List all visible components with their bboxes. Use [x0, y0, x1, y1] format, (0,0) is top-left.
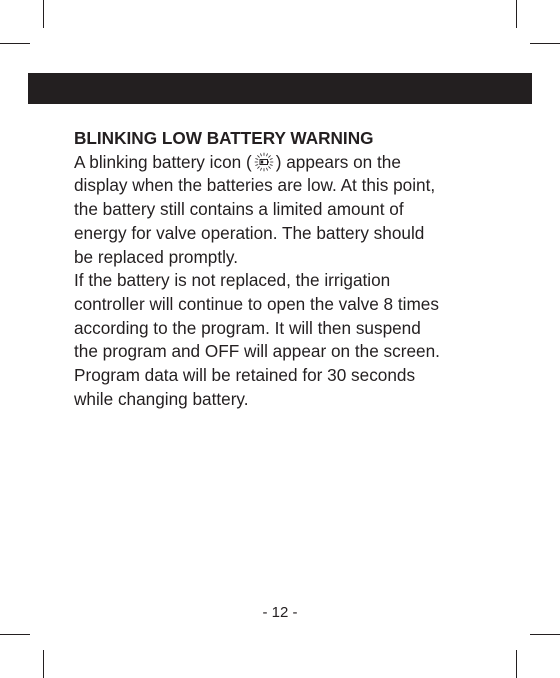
crop-mark-bottom-left-horizontal: [0, 634, 30, 635]
crop-mark-top-left-vertical: [43, 0, 44, 28]
text-line: energy for valve operation. The battery should: [74, 222, 425, 243]
crop-mark-top-right-horizontal: [530, 43, 560, 44]
text-line: the battery still contains a limited amount of: [74, 199, 404, 220]
text-fragment: A blinking battery icon (: [74, 151, 252, 172]
text-line: be replaced promptly.: [74, 246, 239, 267]
text-line: If the battery is not replaced, the irrigation: [74, 270, 391, 291]
crop-mark-bottom-left-vertical: [43, 650, 44, 678]
text-line: the program and OFF will appear on the screen.: [74, 341, 440, 362]
text-line: [74, 151, 494, 175]
text-fragment: ) appears on the: [275, 151, 401, 172]
text-line: controller will continue to open the valve 8 times: [74, 293, 439, 314]
paragraph-battery-warning: [74, 151, 494, 270]
text-line: while changing battery.: [74, 388, 249, 409]
section-heading: BLINKING LOW BATTERY WARNING: [74, 128, 374, 148]
crop-mark-bottom-right-vertical: [516, 650, 517, 678]
paragraph-battery-replacement: [74, 269, 494, 411]
crop-mark-bottom-right-horizontal: [530, 634, 560, 635]
text-line: according to the program. It will then suspend: [74, 317, 421, 338]
crop-mark-top-right-vertical: [516, 0, 517, 28]
text-line: Program data will be retained for 30 seconds: [74, 365, 416, 386]
page-number: - 12 -: [262, 604, 298, 621]
section-content: [74, 127, 494, 411]
text-line: display when the batteries are low. At this point,: [74, 175, 436, 196]
crop-mark-top-left-horizontal: [0, 43, 30, 44]
header-bar: [28, 73, 532, 104]
blinking-battery-icon: [253, 152, 275, 172]
